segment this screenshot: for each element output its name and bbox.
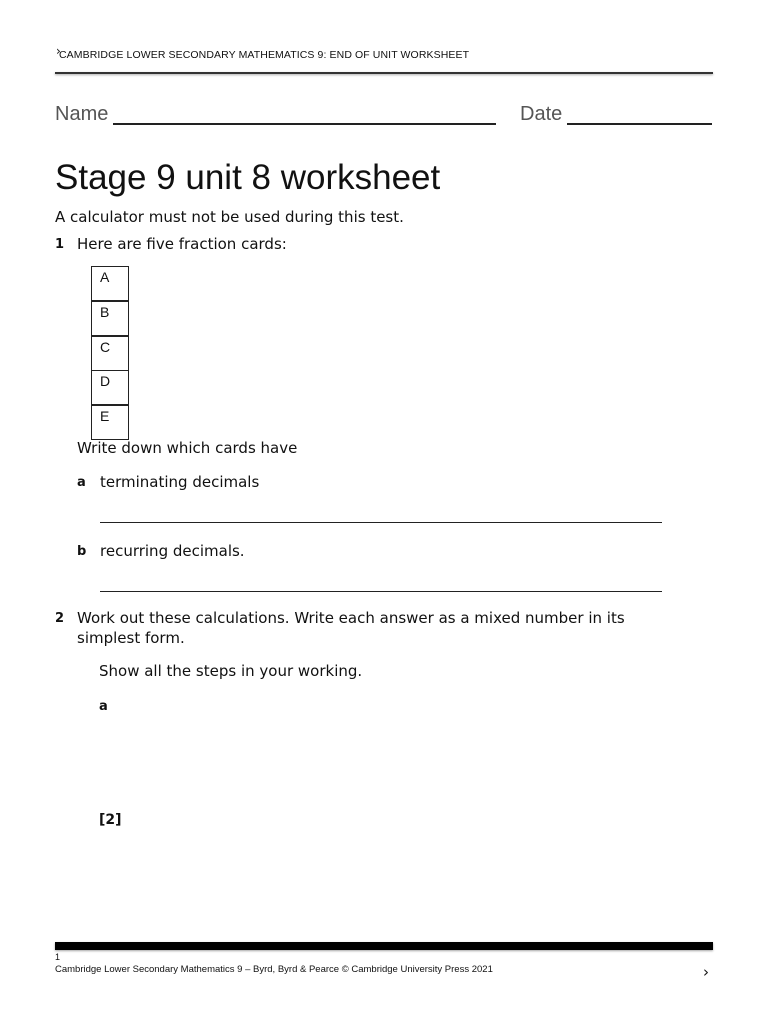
card-label: D [100, 373, 111, 389]
part-b-label: b [77, 544, 87, 559]
fraction-card-e [91, 405, 129, 440]
page-title: Stage 9 unit 8 worksheet [55, 158, 441, 197]
question-2-text-line1: Work out these calculations. Write each answer as a mixed number in its [77, 609, 625, 627]
fraction-card-a [91, 266, 129, 301]
header-arrow-icon: › [56, 44, 61, 58]
card-label: E [100, 408, 110, 424]
name-input-line[interactable] [113, 123, 496, 125]
footer-copyright: Cambridge Lower Secondary Mathematics 9 – Byrd, Byrd & Pearce © Cambridge University Press 2021 [55, 964, 493, 975]
fraction-card-b [91, 301, 129, 336]
card-label: A [100, 269, 110, 285]
question-2-part-a-label: a [99, 699, 108, 714]
date-input-line[interactable] [567, 123, 712, 125]
question-2-number: 2 [55, 611, 65, 626]
card-label: C [100, 339, 111, 355]
page-number: 1 [55, 952, 61, 962]
fraction-card-d [91, 370, 129, 405]
part-a-label: a [77, 475, 86, 490]
answer-line-a[interactable] [100, 522, 662, 523]
marks-label: [2] [99, 812, 122, 828]
card-label: B [100, 304, 110, 320]
footer-divider [55, 942, 713, 950]
footer-arrow-icon: › [703, 963, 709, 981]
question-1-number: 1 [55, 237, 65, 252]
question-1-prompt: Write down which cards have [77, 439, 298, 457]
answer-line-b[interactable] [100, 591, 662, 592]
part-b-text: recurring decimals. [100, 542, 245, 560]
name-label: Name [55, 103, 109, 125]
test-instruction: A calculator must not be used during this test. [55, 208, 404, 226]
question-2-text-line2: simplest form. [77, 629, 185, 647]
header-title: CAMBRIDGE LOWER SECONDARY MATHEMATICS 9: END OF UNIT WORKSHEET [59, 49, 470, 61]
question-1-text: Here are five fraction cards: [77, 235, 287, 253]
header-divider [55, 72, 713, 74]
date-label: Date [520, 103, 563, 125]
question-2-sub-instruction: Show all the steps in your working. [99, 662, 363, 680]
part-a-text: terminating decimals [100, 473, 260, 491]
fraction-card-c [91, 336, 129, 371]
